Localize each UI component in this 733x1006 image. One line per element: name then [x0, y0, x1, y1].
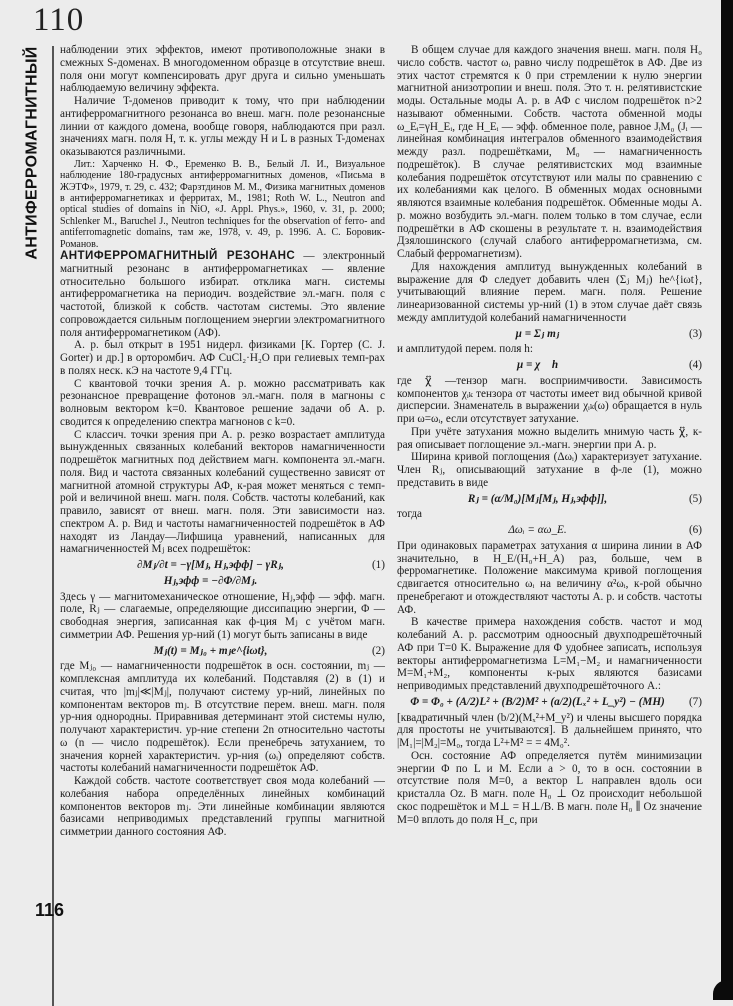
references: Лит.: Харченко Н. Ф., Еременко В. В., Белый Л. И., Визуальное наблюдение 180-градусных антиферромагнитных доменов, «Письма в ЖЭТФ», 1979, т. 29, с. 432; Фарзтдинов М. М., Физика магнитных доменов в антиферромагнетиках и ферритах, М., 1981; Roth W. L., Neutron and optical studies of domains in NiO, «J. Appl. Phys.», 1960, v. 31, p. 2000; Schlenker M., Baruchel J., Neutron techniques for the observation of ferro- and antiferromagnetic domains, там же, 1978, v. 49, p. 1996. А. С. Боровик-Романов. [60, 158, 385, 250]
paragraph: С классич. точки зрения при А. р. резко возрастает амплитуда вынужденных связанных колебаний векторов намагниченности подрешёток магнитных под действием магн. компонента эл.-магн. поля. Вид и частота связанных колебаний существенно зависят от магнитной атомной структуры АФ, к-рая может меняться с темп-рой и величиной внеш. магн. поля. Собств. частоты колебаний, как правило, зависят от внеш. магн. поля. Эти зависимости наз. спектром А. р. Вид и частоты намагниченностей подрешёток в АФ находят из Ландау—Лифшица уравнений, написанных для намагниченностей Mⱼ всех подрешёток: [60, 428, 385, 556]
footer-page-number: 116 [35, 900, 65, 920]
equation-5 [397, 493, 702, 506]
paragraph: Здесь γ — магнитомеханическое отношение, Hⱼ,эфф — эфф. магн. поле, Rⱼ — слагаемые, определяющие диссипацию энергии, Φ — свободная энергия, записанная как ф-ция Mⱼ с учётом магн. симметрии АФ. Решения ур-ний (1) могут быть записаны в виде [60, 590, 385, 641]
equation-3 [397, 328, 702, 341]
right-column [397, 44, 702, 826]
equation-expression: Mⱼ(t) = Mⱼ₀ + mⱼe^{iωt}, [153, 644, 268, 657]
equation-expression: Φ = Φ₀ + (A/2)L² + (B/2)M² + (a/2)(Lₓ² + L_y²) − (MH) [410, 695, 665, 708]
paragraph: Осн. состояние АФ определяется путём минимизации энергии Φ по L и M. Если a > 0, то в осн. состоянии в отсутствие поля M=0, а вектор L направлен вдоль оси кристалла Oz. В магн. поле H₀ ⊥ Oz происходит небольшой скос подрешёток и M⊥ = H⊥/B. В магн. поле H₀ ∥ Oz значение M=0 вплоть до поля H_c, при [397, 749, 702, 826]
equation-expression: ∂Mⱼ/∂t = −γ[Mⱼ, Hⱼ,эфф] − γRⱼ, [137, 559, 284, 571]
entry-headword: АНТИФЕРРОМАГНИТНЫЙ РЕЗОНАНС [60, 249, 296, 262]
left-column [60, 44, 385, 839]
equation-4 [397, 359, 702, 372]
equation-number: (1) [371, 559, 385, 571]
equation-2 [60, 645, 385, 658]
paragraph: В качестве примера нахождения собств. частот и мод колебаний А. р. рассмотрим одноосный двухподрешёточный АФ при T=0 K. Выражение для Φ удобнее записать, используя векторы антиферромагнетизма L=M₁−M₂ и намагниченности M=M₁+M₂, компоненты к-рых являются базисами неприводимых представлений двухподрешёточного А.: [397, 616, 702, 692]
paragraph: Для нахождения амплитуд вынужденных колебаний в выражение для Φ следует добавить член (Σⱼ Mⱼ) he^{iωt}, учитывающий влияние перем. магн. поля. Решение линеаризованной системы ур-ний (1) в этом случае даёт связь между амплитудой колебаний намагниченности [397, 260, 702, 324]
equation-number: (4) [688, 359, 702, 371]
equation-number: (2) [371, 644, 385, 657]
equation-7 [397, 696, 702, 709]
paragraph: В общем случае для каждого значения внеш. магн. поля H₀ число собств. частот ωᵢ равно числу подрешёток в АФ. Две из этих частот стремятся к 0 при стремлении к нулю энергии магнитной анизотропии и внеш. поля. Это т. н. релятивистские моды. Остальные моды А. р. в АФ с числом подрешёток n>2 называют обменными. Собств. частота обменной моды ω_Eᵢ=γH_Eᵢ, где H_Eᵢ — эфф. обменное поле, равное JᵢM₀ (Jᵢ — линейная комбинация интегралов обменного взаимодействия между разл. подрешётками, M₀ — намагниченность подрешёток). В случае релятивистских мод взаимные колебания подрешёток отсутствуют или малы по сравнению с их колебаниями как целого. В обменных модах основными являются взаимные колебания подрешёток. Обменные моды А. р. можно возбудить эл.-магн. полем только в том случае, если подрешётки в АФ скошены в результате т. н. взаимодействия Дзялошинского (случай слабого антиферромагнетизма, см. Слабый ферромагнетизм). [397, 44, 702, 260]
paragraph: При одинаковых параметрах затухания α ширина линии в АФ значительно, в H_E/(H₀+H_A) раз, больше, чем в ферромагнетике. Положение максимума кривой поглощения сдвигается относительно ωᵢ на величину α²ωᵢ, к-рой обычно пренебрегают и отождествляют частоты А. р. и собств. частоты АФ. [397, 539, 702, 616]
scan-edge-corner [713, 980, 733, 1000]
equation-expression: μ = χ⃡ h [516, 359, 559, 371]
entry-definition: — электронный магнитный резонанс в антиферромагнетиках — явление относительно большого избират. отклика магн. системы антиферромагнетика на периодич. воздействие эл.-магн. поля с частотой, близкой к собств. частотам системы. Это явление сопровождается сильным поглощением энергии электромагнитного поля антиферромагнетиком (АФ). [60, 250, 385, 339]
paragraph: Ширина кривой поглощения (Δωᵢ) характеризует затухание. Член Rⱼ, описывающий затухание в ф-ле (1), можно представить в виде [397, 451, 702, 489]
paragraph: Наличие T-доменов приводит к тому, что при наблюдении антиферромагнитного резонанса во внеш. магн. поле резонансные линии от каждого домена, вообще говоря, наблюдаются при разл. значениях магн. поля H, т. к. углы между H и L в разных T-доменах оказываются различными. [60, 95, 385, 158]
paragraph: При учёте затухания можно выделить мнимую часть χ⃡, к-рая описывает поглощение эл.-магн. энергии при А. р. [397, 425, 702, 451]
entry-paragraph [60, 250, 385, 339]
paragraph: С квантовой точки зрения А. р. можно рассматривать как резонансное превращение фотонов эл.-магн. поля в магноны с волновым вектором k=0. Квантовое решение задачи об А. р. сводится к определению спектра магнонов с k=0. [60, 377, 385, 428]
equation-number: (6) [688, 524, 702, 536]
running-head-text: АНТИФЕРРОМАГНИТНЫЙ [24, 46, 42, 260]
scan-edge-shadow [721, 0, 733, 1000]
equation-number: (5) [688, 492, 702, 505]
equation-expression: Rⱼ = (α/M₀)[Mⱼ[Mⱼ, Hⱼ,эфф]], [467, 492, 608, 505]
equation-number: (3) [688, 327, 702, 340]
equation-expression: Hⱼ,эфф = −∂Φ/∂Mⱼ. [163, 574, 258, 587]
paragraph: А. р. был открыт в 1951 нидерл. физиками [К. Гортер (C. J. Gorter) и др.] в орторомбич. АФ CuCl₂·H₂O при гелиевых темп-рах в полях неск. кЭ на частоте 9,4 ГГц. [60, 339, 385, 377]
paragraph: [квадратичный член (b/2)(Mₓ²+M_y²) и члены высшего порядка для простоты не учитываются]. В дальнейшем принято, что |M₁|=|M₂|=M₀, тогда L²+M² = = 4M₀². [397, 711, 702, 749]
paragraph: где χ⃡ —тензор магн. восприимчивости. Зависимость компонентов χᵢₖ тензора от частоты имеет вид обычной кривой дисперсии. Знаменатель в выражении χᵢₖ(ω) обращается в нуль при ω=ωᵢ, если отсутствует затухание. [397, 374, 702, 425]
equation-1 [60, 559, 385, 572]
paragraph: Каждой собств. частоте соответствует своя мода колебаний — колебания набора определённых линейных комбинаций компонентов векторов mⱼ. Эти линейные комбинации являются базисами неприводимых представлений группы магнитной симметрии данного состояния АФ. [60, 775, 385, 838]
paragraph: где Mⱼ₀ — намагниченности подрешёток в осн. состоянии, mⱼ —комплексная амплитуда их колебаний. Подставляя (2) в (1) и считая, что |mⱼ|≪|Mⱼ|, получают систему ур-ний, линейных по компонентам векторов mⱼ. В отсутствие перем. внеш. магн. поля ур-ния однородны. Приравнивая детерминант этой системы нулю, получают характеристич. ур-ние степени 2n относительно частоты ω (n — число подрешёток). Если пренебречь затуханием, то значения корней характеристич. ур-ния (ωᵢ) определяют собств. частоты колебаний намагниченности подрешёток АФ. [60, 660, 385, 775]
page-number: 110 [33, 2, 85, 38]
equation-1b [60, 575, 385, 588]
paragraph: и амплитудой перем. поля h: [397, 343, 533, 356]
paragraph: тогда [397, 508, 423, 521]
margin-rule [52, 46, 54, 1006]
equation-expression: μ = Σⱼ mⱼ [515, 327, 560, 340]
equation-6 [397, 524, 702, 537]
equation-number: (7) [688, 695, 702, 708]
equation-expression: Δωᵢ = αω_E. [508, 524, 567, 536]
running-head [22, 48, 44, 258]
paragraph: наблюдении этих эффектов, имеют противоположные знаки в смежных S-доменах. В многодоменном образце в отсутствие внеш. поля они могут компенсировать друг друга и сильно уменьшать наблюдаемую величину эффекта. [60, 44, 385, 95]
